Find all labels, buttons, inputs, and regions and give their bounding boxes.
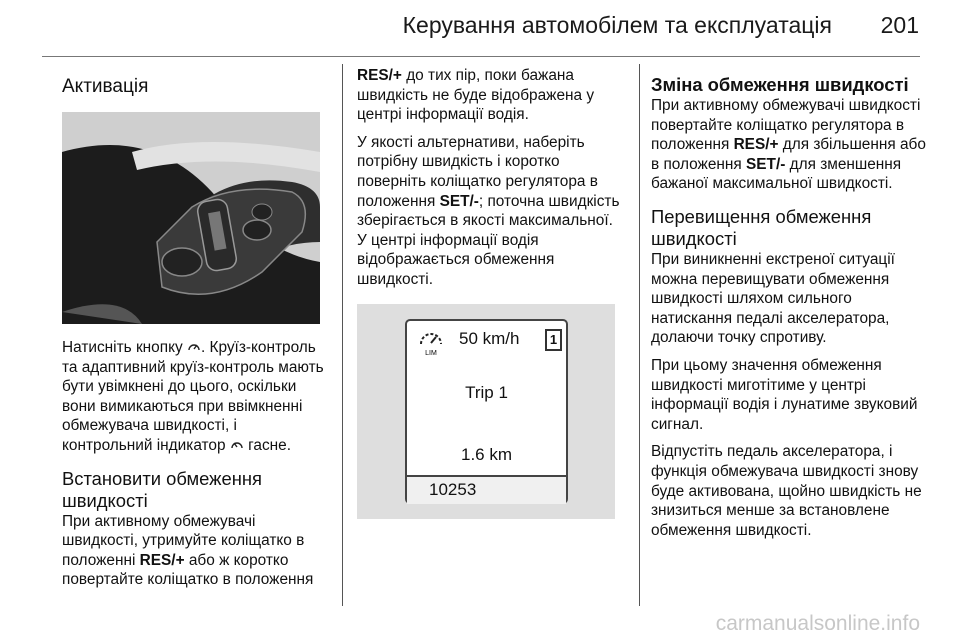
- set-limit-paragraph: При активному обмежувачі швидкості, утримуйте коліщатко в положенні RES/+ або ж коротко повертайте коліщатко в положення: [62, 512, 314, 589]
- cruise-control-indicator-icon: [230, 438, 244, 452]
- driver-info-screen: [405, 319, 568, 504]
- section-heading-activation: Активація: [62, 76, 149, 97]
- section-heading-set-limit: Встановити обмеження швидкості: [62, 467, 262, 511]
- exceed-paragraph-3: Відпустіть педаль акселератора, і функція обмежувача швидкості знову буде активована, щойно швидкість не знизиться менше за встановлене обмеження швидкості.: [651, 443, 922, 539]
- column-divider-2: [639, 64, 640, 606]
- exceed-paragraph-2: При цьому значення обмеження швидкості миготітиме у центрі інформації водія і лунатиме звуковий сигнал.: [651, 356, 918, 433]
- column-1: [62, 66, 327, 598]
- page-header: [0, 0, 960, 58]
- section-heading-exceed-limit: Перевищення обмеження швидкості: [651, 205, 872, 249]
- exceed-paragraph-1: При виникненні екстреної ситуації можна перевищувати обмеження швидкості шляхом сильного натискання педалі акселератора, долаючи точку спротиву.: [651, 250, 895, 347]
- trip-label: Trip 1: [465, 382, 508, 402]
- watermark: carmanualsonline.info: [715, 612, 920, 635]
- set-speed-value: 50 km/h: [459, 328, 520, 348]
- section-heading-change-limit: Зміна обмеження швидкості: [651, 74, 909, 95]
- speed-limiter-button-icon: [187, 340, 201, 354]
- steering-wheel-photo: [62, 112, 320, 324]
- header-rule: [42, 56, 920, 57]
- continue-paragraph: RES/+ до тих пір, поки бажана швидкість не буде відображена у центрі інформації водія.: [357, 67, 595, 124]
- speed-limiter-icon: [417, 329, 445, 357]
- column-divider-1: [342, 64, 343, 606]
- steering-wheel-image: [62, 112, 320, 324]
- odometer-value: 10253: [429, 479, 477, 499]
- column-2: [357, 66, 625, 519]
- alternative-paragraph: У якості альтернативи, наберіть потрібну швидкість і коротко поверніть коліщатко регулятора в положення SET/-; поточна швидкість зберігається в якості максимальної. У центрі інформації водія відображається обмеження швидкості.: [357, 133, 620, 288]
- trip-distance: 1.6 km: [460, 444, 513, 464]
- page-indicator: 1: [545, 329, 562, 351]
- change-limit-paragraph: При активному обмежувачі швидкості повертайте коліщатко регулятора в положення RES/+ для збільшення або в положення SET/- для зменшення бажаної максимальної швидкості.: [651, 97, 926, 193]
- page-number: 201: [880, 12, 919, 38]
- driver-info-display-image: [357, 304, 615, 519]
- activation-paragraph: Натисніть кнопку . Круїз-контроль та адаптивний круїз-контроль мають бути увімкнені до цього, оскільки вони вимикаються при ввімкненні обмежувача швидкості, і контрольний індикатор гасне.: [62, 339, 324, 454]
- svg-text:LIM: LIM: [425, 349, 437, 357]
- header-title: Керування автомобілем та експлуатація: [402, 12, 832, 38]
- column-3: [651, 66, 926, 548]
- odometer-bar: [407, 475, 566, 504]
